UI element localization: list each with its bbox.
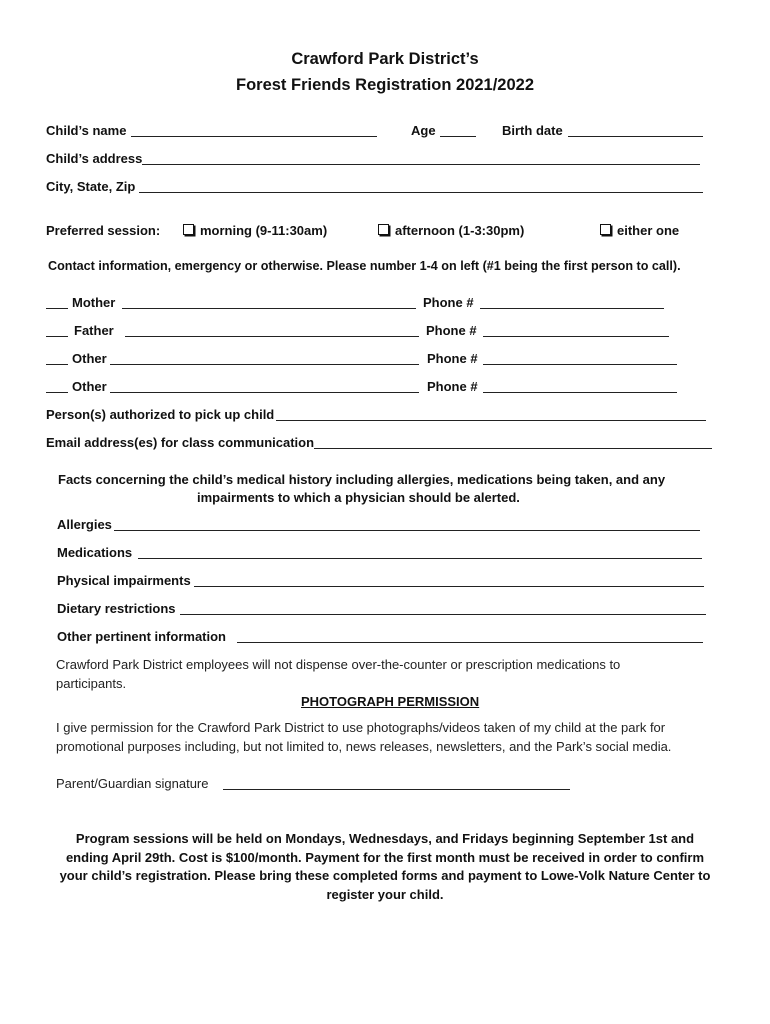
medication-notice-line1: Crawford Park District employees will not dispense over-the-counter or prescription medications to <box>56 657 621 672</box>
medication-notice-line2: participants. <box>56 676 127 691</box>
contact-priority-field[interactable] <box>46 336 68 337</box>
contact-priority-field[interactable] <box>46 392 68 393</box>
phone-label: Phone # <box>427 351 478 366</box>
phone-field[interactable] <box>483 336 669 337</box>
signature-field[interactable] <box>223 789 570 790</box>
checkbox-icon[interactable] <box>378 224 389 235</box>
physical-impairments-field[interactable] <box>194 586 704 587</box>
medical-intro-line1: Facts concerning the child’s medical history including allergies, medications being taken, and any <box>58 472 666 487</box>
contact-priority-field[interactable] <box>46 364 68 365</box>
form-title-line2: Forest Friends Registration 2021/2022 <box>235 76 535 94</box>
photo-permission-text-line2: promotional purposes including, but not limited to, news releases, newsletters, and the Park’s social media. <box>56 739 672 754</box>
dietary-restrictions-label: Dietary restrictions <box>57 601 176 616</box>
physical-impairments-label: Physical impairments <box>57 573 191 588</box>
contact-priority-field[interactable] <box>46 308 68 309</box>
child-name-label: Child’s name <box>46 123 127 138</box>
other-info-label: Other pertinent information <box>57 629 226 644</box>
pickup-label: Person(s) authorized to pick up child <box>46 407 275 422</box>
medical-intro-line2: impairments to which a physician should be alerted. <box>197 490 520 505</box>
contact-name-field[interactable] <box>125 336 419 337</box>
session-option-label: afternoon (1-3:30pm) <box>395 223 525 238</box>
contact-relation-other: Other <box>72 351 107 366</box>
age-field[interactable] <box>440 136 476 137</box>
session-option-label: morning (9-11:30am) <box>200 223 328 238</box>
session-option-morning[interactable] <box>183 223 327 238</box>
program-info-line3: your child’s registration. Please bring these completed forms and payment to Lowe-Volk Nature Center to <box>59 868 711 883</box>
contact-name-field[interactable] <box>110 364 419 365</box>
phone-field[interactable] <box>483 392 677 393</box>
signature-label: Parent/Guardian signature <box>56 776 209 791</box>
phone-label: Phone # <box>423 295 474 310</box>
session-option-either[interactable] <box>600 223 679 238</box>
session-option-afternoon[interactable] <box>378 223 524 238</box>
city-state-zip-label: City, State, Zip <box>46 179 136 194</box>
birth-date-field[interactable] <box>568 136 703 137</box>
allergies-label: Allergies <box>57 517 112 532</box>
child-name-field[interactable] <box>131 136 377 137</box>
photo-permission-text-line1: I give permission for the Crawford Park District to use photographs/videos taken of my child at the park for <box>56 720 666 735</box>
allergies-field[interactable] <box>114 530 700 531</box>
child-address-label: Child’s address <box>46 151 143 166</box>
program-info-line2: ending April 29th. Cost is $100/month. Payment for the first month must be received in order to confirm <box>65 850 705 865</box>
medications-field[interactable] <box>138 558 702 559</box>
contact-relation-other: Other <box>72 379 107 394</box>
session-option-label: either one <box>617 223 680 238</box>
email-field[interactable] <box>314 448 712 449</box>
form-title-line1: Crawford Park District’s <box>291 50 479 68</box>
program-info-line1: Program sessions will be held on Mondays, Wednesdays, and Fridays beginning September 1st and <box>75 831 695 846</box>
contact-instructions: Contact information, emergency or otherwise. Please number 1-4 on left (#1 being the first person to call). <box>48 259 681 273</box>
age-label: Age <box>411 123 436 138</box>
birth-date-label: Birth date <box>502 123 563 138</box>
checkbox-icon[interactable] <box>600 224 611 235</box>
phone-label: Phone # <box>427 379 478 394</box>
contact-relation-mother: Mother <box>72 295 116 310</box>
medications-label: Medications <box>57 545 133 560</box>
email-label: Email address(es) for class communication <box>46 435 315 450</box>
child-address-field[interactable] <box>142 164 700 165</box>
program-info-line4: register your child. <box>326 887 444 902</box>
phone-label: Phone # <box>426 323 477 338</box>
other-info-field[interactable] <box>237 642 703 643</box>
contact-name-field[interactable] <box>110 392 419 393</box>
pickup-field[interactable] <box>276 420 706 421</box>
phone-field[interactable] <box>480 308 664 309</box>
preferred-session-label: Preferred session: <box>46 223 161 238</box>
checkbox-icon[interactable] <box>183 224 194 235</box>
dietary-restrictions-field[interactable] <box>180 614 706 615</box>
contact-relation-father: Father <box>74 323 114 338</box>
photo-permission-heading: PHOTOGRAPH PERMISSION <box>301 694 480 709</box>
city-state-zip-field[interactable] <box>139 192 703 193</box>
phone-field[interactable] <box>483 364 677 365</box>
contact-name-field[interactable] <box>122 308 416 309</box>
